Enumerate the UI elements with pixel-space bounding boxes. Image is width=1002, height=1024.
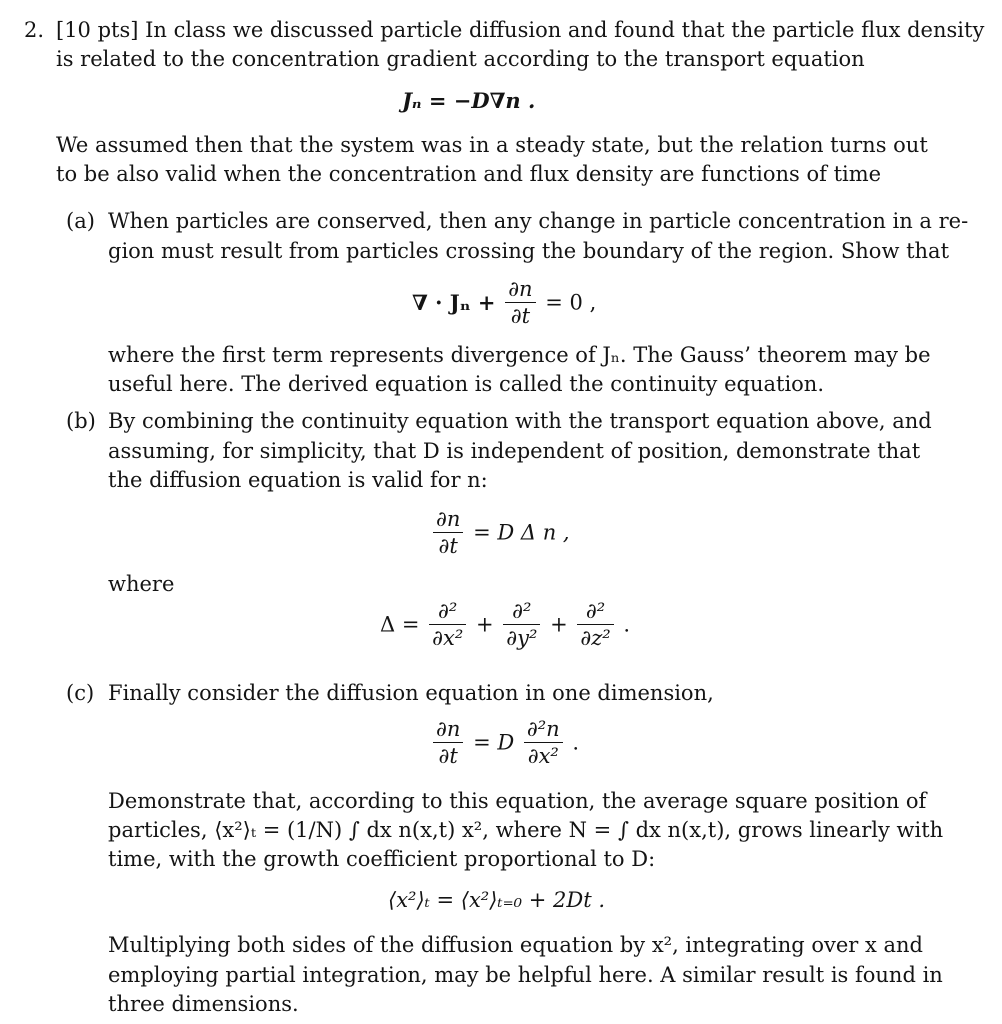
laplacian-z-term: $\frac{\text{∂²}}{\text{∂z²}}$ bbox=[577, 598, 613, 651]
continuity-equation: ∇ · Jₙ + $\frac{\partial n}{\partial t}$ = 0 , bbox=[412, 277, 597, 328]
intro-line-1: [10 pts] In class we discussed particle diffusion and found that the particle flux density bbox=[56, 18, 985, 42]
intro-line-2: is related to the concentration gradient according to the transport equation bbox=[56, 47, 865, 71]
steady-line-2: to be also valid when the concentration and flux density are functions of time bbox=[56, 162, 882, 186]
result-equation: ⟨x²⟩ₜ = ⟨x²⟩ₜ₌₀ + 2Dt . bbox=[388, 888, 606, 912]
where-label: where bbox=[108, 572, 175, 596]
part-b-line-2: assuming, for simplicity, that D is independent of position, demonstrate that bbox=[108, 439, 921, 463]
part-b-line-3: the diffusion equation is valid for n: bbox=[108, 468, 488, 492]
diffusion-1d-rhs: $\frac{\text{∂²n}}{\text{∂x²}}$ bbox=[524, 716, 563, 769]
part-c-line-6: employing partial integration, may be helpful here. A similar result is found in bbox=[108, 963, 943, 987]
diffusion-1d-equation: $\frac{\partial n}{\partial t}$ = D $\frac{\text{∂²n}}{\text{∂x²}}$ . bbox=[430, 716, 579, 769]
part-a-line-3: where the first term represents divergence of Jₙ. The Gauss’ theorem may be bbox=[108, 343, 931, 367]
part-b-label: (b) bbox=[66, 409, 96, 433]
part-c-line-2: Demonstrate that, according to this equation, the average square position of bbox=[108, 789, 927, 813]
part-c-line-3: particles, ⟨x²⟩ₜ = (1/N) ∫ dx n(x,t) x², where N = ∫ dx n(x,t), grows linearly with bbox=[108, 818, 944, 842]
part-c-line-1: Finally consider the diffusion equation in one dimension, bbox=[108, 681, 714, 705]
part-c-line-5: Multiplying both sides of the diffusion equation by x², integrating over x and bbox=[108, 933, 923, 957]
part-b-line-1: By combining the continuity equation with the transport equation above, and bbox=[108, 409, 932, 433]
problem-number: 2. bbox=[24, 18, 45, 42]
diffusion-fraction: $\frac{\partial n}{\partial t}$ bbox=[433, 506, 463, 559]
laplacian-y-term: $\frac{\text{∂²}}{\text{∂y²}}$ bbox=[503, 598, 540, 651]
part-a-line-4: useful here. The derived equation is called the continuity equation. bbox=[108, 372, 825, 396]
part-a-line-2: gion must result from particles crossing the boundary of the region. Show that bbox=[108, 239, 950, 263]
part-a-line-1: When particles are conserved, then any change in particle concentration in a re- bbox=[108, 209, 969, 233]
laplacian-equation: Δ = $\frac{\text{∂²}}{\text{∂x²}}$ + $\frac{\text{∂²}}{\text{∂y²}}$ + $\frac{\text{∂²}}{\text{∂z²}}$ . bbox=[380, 599, 631, 650]
part-c-label: (c) bbox=[66, 681, 95, 705]
diffusion-1d-lhs: $\frac{\partial n}{\partial t}$ bbox=[433, 716, 463, 769]
transport-equation: Jₙ = −D∇n . bbox=[402, 88, 536, 113]
steady-line-1: We assumed then that the system was in a steady state, but the relation turns out bbox=[56, 133, 928, 157]
laplacian-x-term: $\frac{\text{∂²}}{\text{∂x²}}$ bbox=[429, 598, 466, 651]
part-c-line-4: time, with the growth coefficient proportional to D: bbox=[108, 847, 656, 871]
part-c-line-7: three dimensions. bbox=[108, 992, 299, 1016]
continuity-fraction: $\frac{\partial n}{\partial t}$ bbox=[505, 276, 535, 329]
part-a-label: (a) bbox=[66, 209, 95, 233]
diffusion-equation: $\frac{\partial n}{\partial t}$ = D Δ n , bbox=[430, 506, 570, 559]
